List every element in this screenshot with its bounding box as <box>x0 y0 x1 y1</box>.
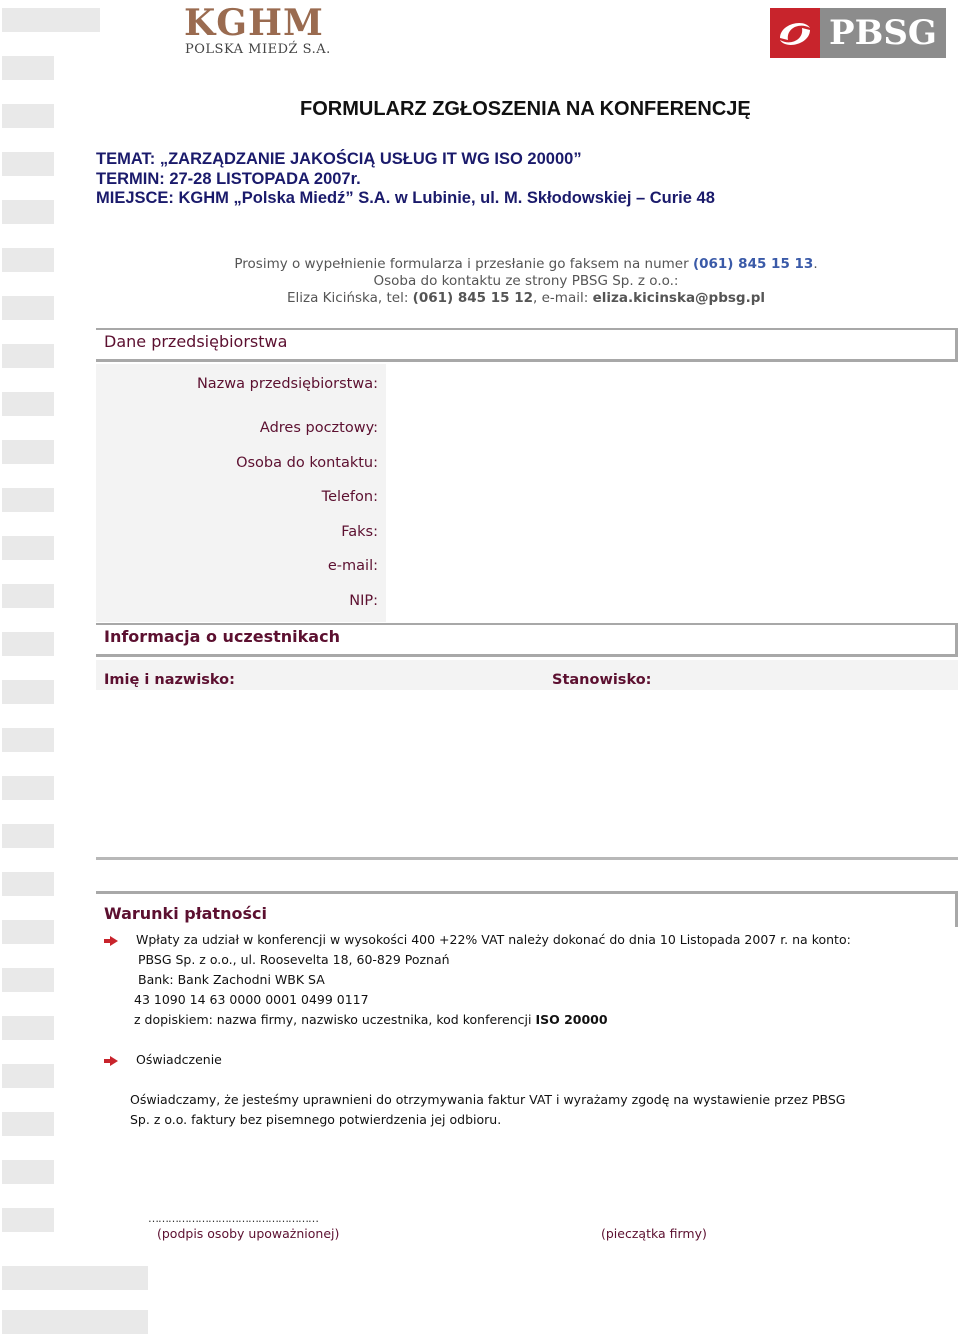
kghm-logo-wordmark: KGHM <box>184 2 324 44</box>
bullet-arrow-icon <box>104 1055 118 1067</box>
decorative-bar <box>2 248 54 272</box>
decorative-bar <box>2 584 54 608</box>
decorative-bar <box>2 104 54 128</box>
conference-place: MIEJSCE: KGHM „Polska Miedź” S.A. w Lubinie, ul. M. Skłodowskiej – Curie 48 <box>96 189 715 207</box>
intro-contact-line: Osoba do kontaktu ze strony PBSG Sp. z o.o.: <box>373 273 679 289</box>
decorative-bar <box>2 152 54 176</box>
declaration-title: Oświadczenie <box>136 1052 222 1067</box>
fax-number: (061) 845 15 13 <box>692 256 814 272</box>
section-participants: Informacja o uczestnikach <box>96 623 958 657</box>
intro-contact-details: Eliza Kicińska, tel: (061) 845 15 12, e-mail: eliza.kicinska@pbsg.pl <box>286 290 765 306</box>
decorative-bar <box>2 392 54 416</box>
payment-amount-line: Wpłaty za udział w konferencji w wysokości 400 +22% VAT należy dokonać do dnia 10 Listopada 2007 r. na konto: <box>136 932 851 947</box>
decorative-bar <box>2 56 54 80</box>
pbsg-logo-wordmark: PBSG <box>820 8 946 58</box>
decorative-bar <box>2 536 54 560</box>
field-label-company-name: Nazwa przedsiębiorstwa: <box>196 376 378 392</box>
decorative-bar <box>2 632 54 656</box>
decorative-bar <box>2 1208 54 1232</box>
decorative-bar <box>2 296 54 320</box>
decorative-bar <box>2 920 54 944</box>
decorative-bar <box>2 872 54 896</box>
field-label-fax: Faks: <box>341 524 378 540</box>
kghm-logo <box>184 4 354 58</box>
field-label-contact-person: Osoba do kontaktu: <box>236 455 378 471</box>
conference-topic: TEMAT: „ZARZĄDZANIE JAKOŚCIĄ USŁUG IT WG ISO 20000” <box>96 150 582 168</box>
conference-term: TERMIN: 27-28 LISTOPADA 2007r. <box>96 170 361 188</box>
decorative-bar <box>2 1064 54 1088</box>
decorative-bar <box>2 200 54 224</box>
decorative-bar <box>2 776 54 800</box>
payment-account-number: 43 1090 14 63 0000 0001 0499 0117 <box>134 992 369 1007</box>
signature-label: (podpis osoby upoważnionej) <box>157 1226 340 1241</box>
form-title: FORMULARZ ZGŁOSZENIA NA KONFERENCJĘ <box>300 98 751 120</box>
signature-dotted-line: …………………………………………… <box>148 1212 318 1225</box>
decorative-bar <box>2 1310 148 1334</box>
participants-table-bottom-rule <box>96 857 958 860</box>
pbsg-logo-mark-icon <box>770 8 820 58</box>
decorative-bar <box>2 440 54 464</box>
field-label-nip: NIP: <box>349 593 378 609</box>
intro-fax-line: Prosimy o wypełnienie formularza i przesłanie go faksem na numer (061) 845 15 13. <box>234 256 818 272</box>
decorative-bar <box>2 8 100 32</box>
payment-bank-name: Bank: Bank Zachodni WBK SA <box>138 972 325 987</box>
decorative-bar <box>2 1266 148 1290</box>
contact-email-link[interactable]: eliza.kicinska@pbsg.pl <box>592 290 765 306</box>
participants-table-header <box>96 660 958 690</box>
field-label-phone: Telefon: <box>321 489 378 505</box>
company-stamp-label: (pieczątka firmy) <box>601 1226 707 1241</box>
decorative-bar <box>2 824 54 848</box>
decorative-bar <box>2 1112 54 1136</box>
declaration-text-line2: Sp. z o.o. faktury bez pisemnego potwierdzenia jej odbioru. <box>130 1112 502 1127</box>
field-label-email: e-mail: <box>327 558 378 574</box>
decorative-bar <box>2 1016 54 1040</box>
conference-code: ISO 20000 <box>535 1012 608 1027</box>
decorative-bar <box>2 488 54 512</box>
decorative-bar <box>2 344 54 368</box>
bullet-arrow-icon <box>104 935 118 947</box>
pbsg-logo <box>770 8 946 58</box>
field-label-postal-address: Adres pocztowy: <box>259 420 378 436</box>
decorative-bar <box>2 968 54 992</box>
column-header-position: Stanowisko: <box>552 672 652 688</box>
column-header-full-name: Imię i nazwisko: <box>104 672 235 688</box>
decorative-bar <box>2 680 54 704</box>
decorative-bar <box>2 1160 54 1184</box>
payment-company-address: PBSG Sp. z o.o., ul. Roosevelta 18, 60-829 Poznań <box>138 952 450 967</box>
decorative-bar <box>2 728 54 752</box>
kghm-logo-subtitle: POLSKA MIEDŹ S.A. <box>185 42 331 57</box>
section-company-data: Dane przedsiębiorstwa <box>96 328 958 362</box>
section-payment-terms: Warunki płatności <box>96 891 958 927</box>
contact-phone: (061) 845 15 12 <box>412 290 534 306</box>
payment-transfer-note: z dopiskiem: nazwa firmy, nazwisko uczestnika, kod konferencji ISO 20000 <box>134 1012 608 1027</box>
declaration-text-line1: Oświadczamy, że jesteśmy uprawnieni do otrzymywania faktur VAT i wyrażamy zgodę na wystawienie przez PBSG <box>130 1092 846 1107</box>
